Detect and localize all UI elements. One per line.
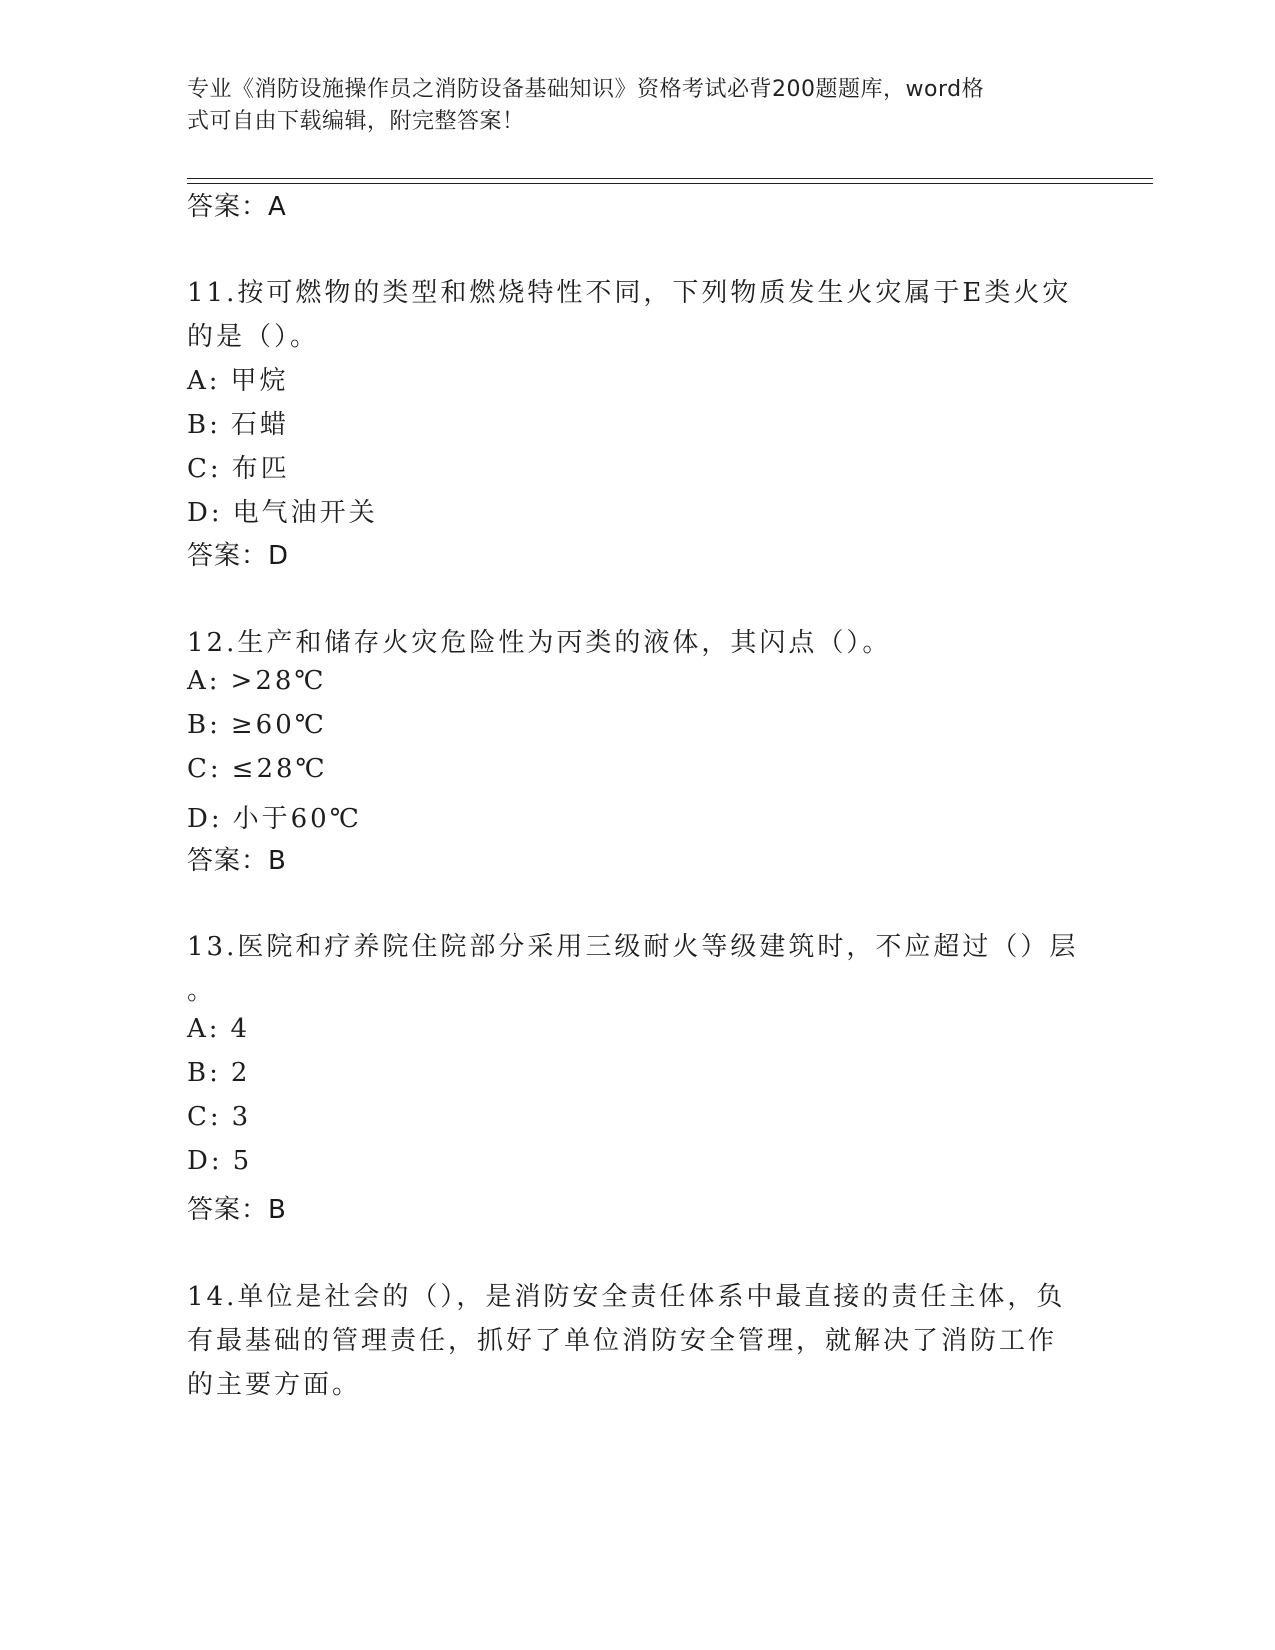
option-text: ≤28℃	[231, 754, 328, 784]
option-b	[187, 404, 289, 441]
option-c	[187, 1102, 251, 1132]
question-stem-line: 有最基础的管理责任，抓好了单位消防安全管理，就解决了消防工作	[187, 1326, 1058, 1356]
option-letter: B:	[187, 1058, 221, 1088]
option-letter: D:	[187, 1146, 223, 1176]
option-d	[187, 492, 378, 529]
header-line-2: 式可自由下载编辑，附完整答案！	[187, 109, 525, 134]
question-stem-line: 的是（）。	[187, 322, 320, 352]
option-text: 5	[232, 1146, 253, 1176]
answer: 答案：D	[187, 541, 290, 571]
option-a	[187, 1014, 250, 1044]
option-b	[187, 1058, 250, 1088]
question-stem-line: 13.医院和疗养院住院部分采用三级耐火等级建筑时，不应超过（）层	[187, 932, 1079, 962]
question-stem-line: 的主要方面。	[187, 1370, 362, 1400]
option-letter: C:	[187, 754, 222, 784]
header-rule-top	[187, 178, 1153, 179]
option-letter: B:	[187, 710, 221, 740]
option-text: 电气油开关	[232, 498, 378, 528]
option-b	[187, 710, 327, 740]
header-rule-bottom	[187, 183, 1153, 184]
option-c	[187, 754, 328, 784]
option-letter: A:	[187, 1014, 221, 1044]
question-stem-line: 14.单位是社会的（），是消防安全责任体系中最直接的责任主体，负	[187, 1282, 1066, 1312]
option-text: 4	[230, 1014, 251, 1044]
question-stem-line: 11.按可燃物的类型和燃烧特性不同，下列物质发生火灾属于E类火灾	[187, 278, 1072, 308]
answer: 答案：B	[187, 846, 287, 876]
question-stem-line: 12.生产和储存火灾危险性为丙类的液体，其闪点（）。	[187, 628, 892, 658]
answer: 答案：B	[187, 1195, 287, 1225]
option-letter: C:	[187, 454, 222, 484]
option-c	[187, 448, 290, 485]
option-d	[187, 798, 362, 835]
header-text	[187, 74, 1067, 138]
question-stem-line: 。	[187, 976, 217, 1006]
option-d	[187, 1146, 252, 1176]
option-text: 小于60℃	[232, 804, 362, 834]
option-text: ≥60℃	[230, 710, 327, 740]
option-a	[187, 360, 289, 397]
option-text: 3	[231, 1102, 252, 1132]
option-text: 石蜡	[230, 410, 289, 440]
option-a	[187, 666, 327, 696]
header-line-1: 专业《消防设施操作员之消防设备基础知识》资格考试必背200题题库，word格	[187, 77, 985, 102]
option-letter: C:	[187, 1102, 222, 1132]
option-text: >28℃	[230, 666, 327, 696]
option-text: 甲烷	[230, 366, 289, 396]
option-text: 2	[230, 1058, 251, 1088]
option-letter: D:	[187, 498, 223, 528]
option-letter: B:	[187, 410, 221, 440]
option-letter: A:	[187, 666, 221, 696]
option-text: 布匹	[231, 454, 290, 484]
option-letter: D:	[187, 804, 223, 834]
option-letter: A:	[187, 366, 221, 396]
previous-answer: 答案：A	[187, 192, 287, 222]
